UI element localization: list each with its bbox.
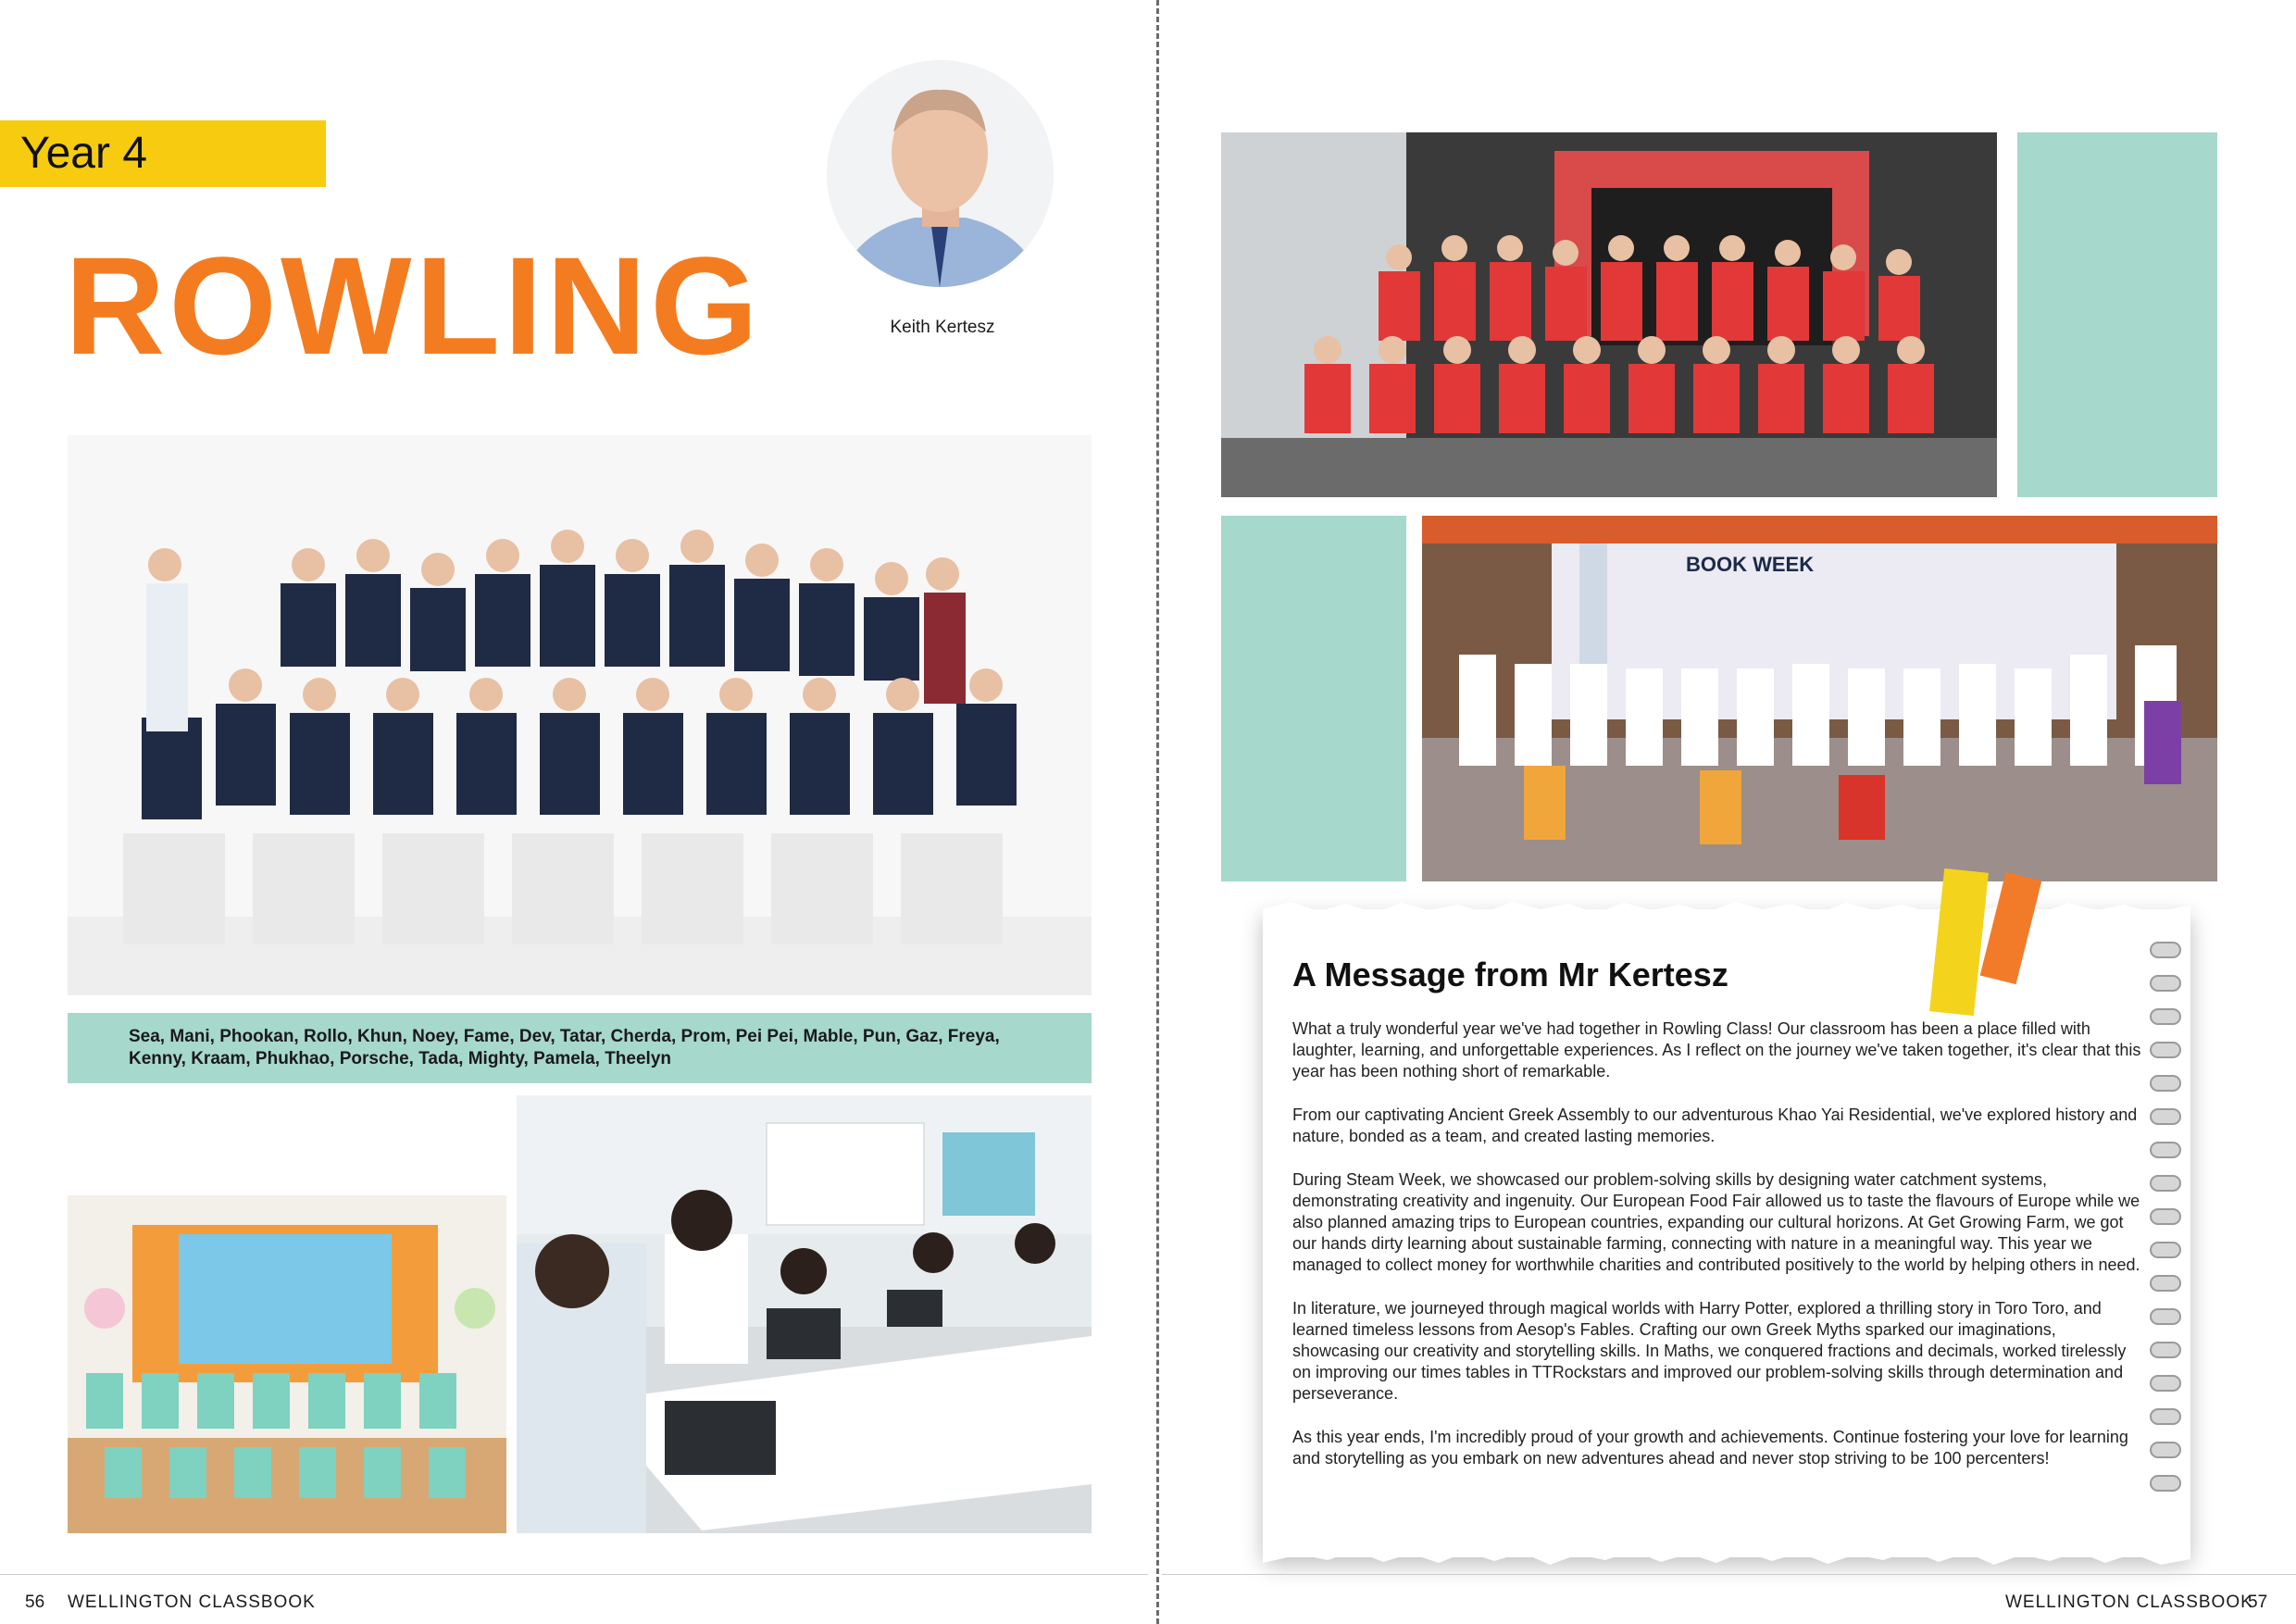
right-footer-rule [1162, 1574, 2296, 1575]
binder-ring [2150, 975, 2181, 992]
year-label-tag [0, 120, 326, 187]
message-body [1292, 1018, 2144, 1492]
teacher-portrait [827, 60, 1054, 287]
chinese-new-year-photo [1221, 132, 1997, 497]
book-week-sign: BOOK WEEK [1686, 553, 1815, 576]
binder-ring [2150, 1475, 2181, 1492]
binder-ring [2150, 1142, 2181, 1158]
teacher-name: Keith Kertesz [890, 318, 995, 337]
book-week-photo [1422, 516, 2217, 881]
message-paragraph: As this year ends, I'm incredibly proud of your growth and achievements. Continue fostering your love for learning and storytelling as you embark on new adventures ahead and never stop striving to be 100 percenters! [1292, 1428, 2128, 1468]
binder-ring [2150, 1442, 2181, 1458]
message-card [1263, 909, 2190, 1557]
year-label: Year 4 [20, 129, 148, 178]
binder-ring [2150, 1408, 2181, 1425]
right-footer-label: WELLINGTON CLASSBOOK [2005, 1593, 2253, 1612]
celebration-photo [68, 1095, 506, 1533]
torn-edge-top [1263, 898, 2190, 920]
student-names-band [68, 1013, 1092, 1083]
binder-ring [2150, 1075, 2181, 1092]
binder-ring [2150, 1042, 2181, 1058]
binder-ring [2150, 942, 2181, 958]
classroom-tablets-photo [517, 1095, 1092, 1533]
message-paragraph: During Steam Week, we showcased our problem-solving skills by designing water catchment systems, demonstrating creativity and ingenuity. Our European Food Fair allowed us to taste the flavours of Europe while we also planned amazing trips to European countries, expanding our cultural horizons. At Get Growing Farm, we got our hands dirty learning about sustainable farming, connecting with nature in a meaningful way. This year we managed to collect money for worthwhile charities and contributed positively to the world by helping others in need. [1292, 1170, 2140, 1274]
message-paragraph: From our captivating Ancient Greek Assembly to our adventurous Khao Yai Residential, we've explored history and nature, bonded as a team, and created lasting memories. [1292, 1106, 2138, 1145]
message-paragraph: In literature, we journeyed through magical worlds with Harry Potter, explored a thrilling story in Toro Toro, and learned timeless lessons from Aesop's Fables. Crafting our own Greek Myths sparked our imaginations, showcasing our creativity and storytelling skills. In Maths, we conquered fractions and decimals, worked tirelessly on improving our times tables in TTRockstars and improved our problem-solving skills through determination and perseverance. [1292, 1299, 2127, 1403]
mint-block-top [2017, 132, 2217, 497]
binder-ring [2150, 1342, 2181, 1358]
binder-ring [2150, 1375, 2181, 1392]
class-group-photo [68, 435, 1092, 995]
message-heading: A Message from Mr Kertesz [1292, 956, 1728, 993]
left-page-number: 56 [25, 1593, 45, 1612]
message-paragraph: What a truly wonderful year we've had together in Rowling Class! Our classroom has been a place filled with laughter, learning, and unforgettable experiences. As I reflect on the journey we've taken together, it's clear that this year has been nothing short of remarkable. [1292, 1019, 2141, 1081]
class-title: ROWLING [65, 228, 762, 383]
left-footer-label: WELLINGTON CLASSBOOK [68, 1593, 316, 1612]
center-fold [1156, 0, 1159, 1624]
binder-ring [2150, 1175, 2181, 1192]
binder-ring [2150, 1242, 2181, 1258]
binder-ring [2150, 1108, 2181, 1125]
binder-ring [2150, 1275, 2181, 1292]
binder-ring [2150, 1208, 2181, 1225]
mint-block-middle [1221, 516, 1406, 881]
right-page-number: 57 [2248, 1593, 2268, 1612]
binder-ring [2150, 1308, 2181, 1325]
student-names: Sea, Mani, Phookan, Rollo, Khun, Noey, Fame, Dev, Tatar, Cherda, Prom, Pei Pei, Mable, Pun, Gaz, Freya, Kenny, Kraam, Phukhao, Porsche, Tada, Mighty, Pamela, Theelyn [129, 1027, 1000, 1068]
left-footer-rule [0, 1574, 1148, 1575]
binder-ring [2150, 1008, 2181, 1025]
torn-edge-bottom [1263, 1546, 2190, 1568]
